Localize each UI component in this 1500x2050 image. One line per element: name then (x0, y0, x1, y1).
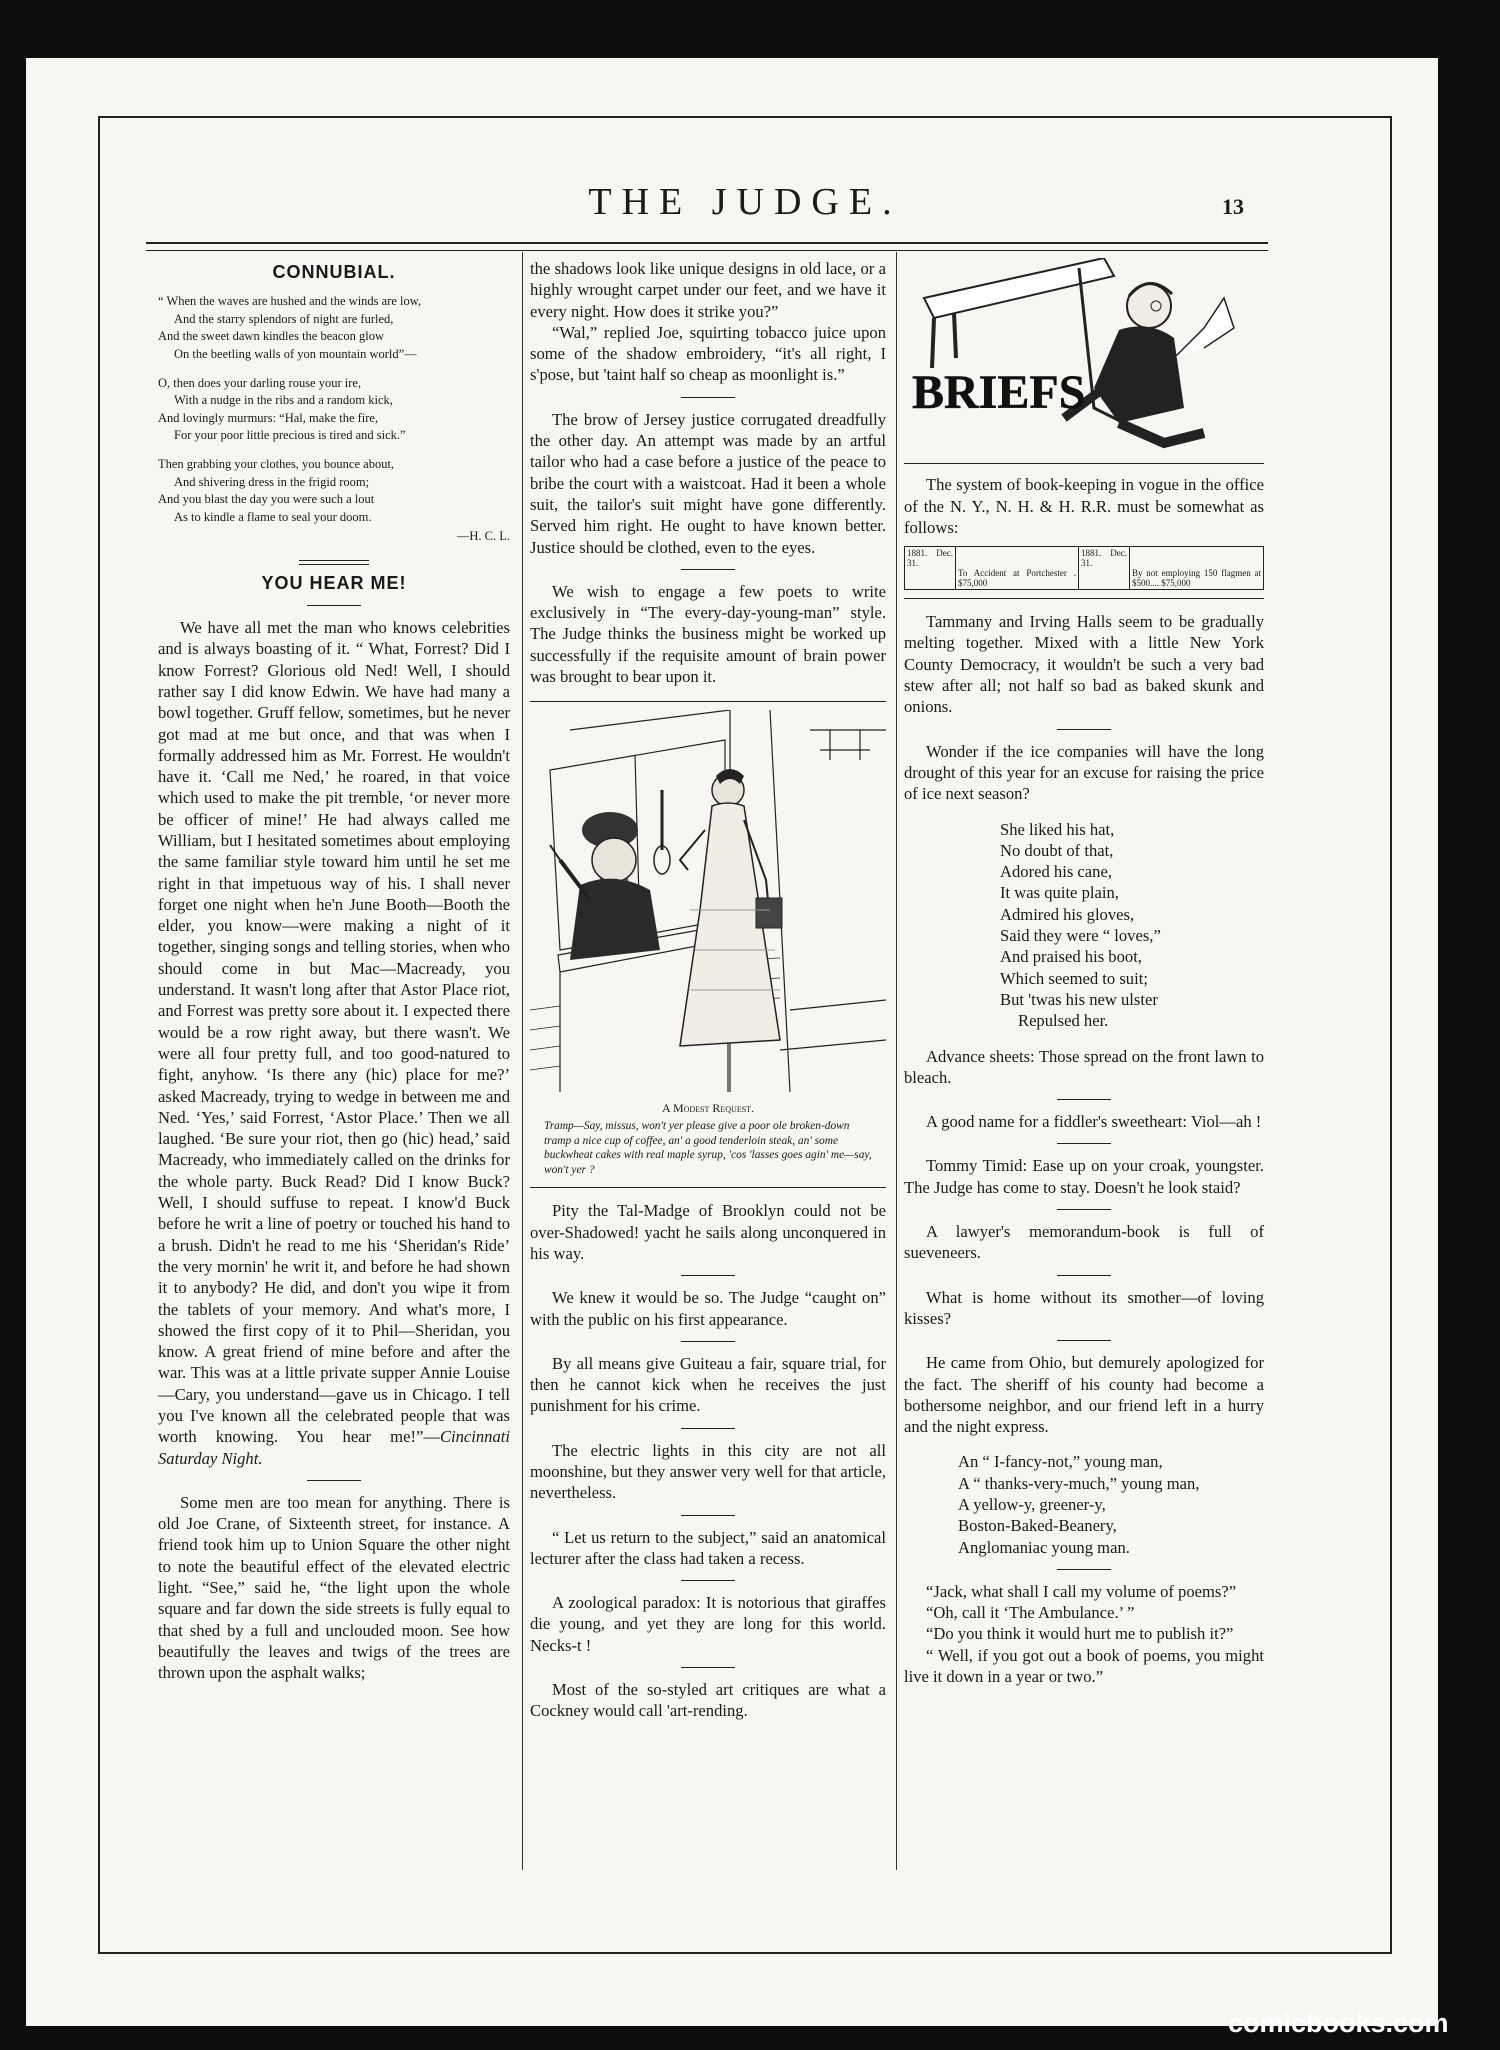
poem-line: And the starry splendors of night are furled, (174, 311, 394, 326)
poem-line: And lovingly murmurs: “Hal, make the fire, (158, 410, 379, 425)
poem-line: An “ I-fancy-not,” young man, (958, 1452, 1163, 1472)
brief-item: By all means give Guiteau a fair, square trial, for then he cannot kick when he receives the just punishment for his crime. (530, 1353, 886, 1416)
jack-dialogue: “Jack, what shall I call my volume of poems?” (926, 1581, 1237, 1601)
section-rule (681, 1667, 735, 1668)
jack-dialogue: “ Well, if you got out a book of poems, you might live it down in a year or two.” (904, 1645, 1264, 1687)
section-rule (681, 1515, 735, 1516)
brief-item: We knew it would be so. The Judge “caught on” with the public on his first appearance. (530, 1288, 886, 1329)
briefs-logo: BRIEFS (912, 366, 1086, 419)
crane-continued: the shadows look like unique designs in old lace, or a highly wrought carpet under our feet, and we have it every night. How does it strike you?” (530, 259, 886, 321)
you-hear-me-story: We have all met the man who knows celebrities and is always boasting of it. “ What, Forrest? Did I know Forrest? Glorious old Ned! Well, I should rather say I did know Edwin. We have had many a bowl together. Gruff fellow, sometimes, but he never got mad at me but once, and that was when I formally addressed him as Mr. Forrest. He wouldn't have it. ‘Call me Ned,’ he roared, in that voice which used to make the pit tremble, ‘or never more be officer of mine!’ He had always called me William, but I hesitated sometimes about employing the same familiar style toward him until he set me right in that impetuous way of his. I shall never forget one night when he'n June Booth—Booth the elder, you know—were making a night of it together, singing songs and telling stories, when who should come in but Mac—Macready, you understand. It wasn't long after that Astor Place riot, and Forrest was pretty sore about it. I expected there would be a row right away, but there wasn't. We were all four pretty full, and too good-natured to fight, anyhow. ‘Is there any (hic) place for me?’ asked Macready, trying to wedge in between me and Ned. ‘Yes,’ said Forrest, ‘Astor Place.’ Then we all laughed. ‘Be sure your riot, then go (hic) head,’ said Macready, who immediately called on the drinks for the whole party. Buck Read? Did I know Buck? Well, I should suffuse to repeat. I know'd Buck before he writ a line of poetry or touched his hand to a brush. Didn't he read to me his ‘Sheridan's Ride’ the very mornin' he writ it, and before he had shown it to anybody? He did, and don't you wipe it from the tablets of your memory. And what's more, I showed the first copy of it to Phil—Sheridan, you know. A great friend of mine before and after the war. This was at a little private supper Annie Louise—Cary, you understand—gave us in Chicago. I tell you I've known all the celebrated people that was worth knowing. You hear me!”— (158, 618, 510, 1447)
header-rule (146, 242, 1268, 251)
poem-line: Then grabbing your clothes, you bounce about, (158, 457, 395, 472)
page-number: 13 (1222, 194, 1244, 219)
crane-ending: “Wal,” replied Joe, squirting tobacco juice upon some of the shadow embroidery, “it's all right, I s'pose, but 'taint half so cheap as moonlight is.” (530, 322, 886, 385)
column-3 (904, 258, 1264, 1687)
column-1 (158, 258, 510, 1684)
advance-item: Advance sheets: Those spread on the front lawn to bleach. (904, 1046, 1264, 1087)
column-divider-1 (522, 252, 523, 1870)
section-rule (1057, 1099, 1111, 1100)
section-rule (307, 1480, 361, 1481)
cartoon-bottom-rule (530, 1187, 886, 1188)
connubial-poem (158, 293, 510, 526)
joe-crane-story: Some men are too mean for anything. There is old Joe Crane, of Sixteenth street, for instance. A friend took him up to Union Square the other night to note the beautiful effect of the elevated electric light. “See,” said he, “the light upon the whole square and far down the side streets is fully equal to that shed by a full and unclouded moon. See how beautifully the leaves and twigs of the trees are thrown upon the asphalt walks; (158, 1492, 510, 1683)
home-item: What is home without its smother—of loving kisses? (904, 1287, 1264, 1328)
poem-line: Said they were “ loves,” (1000, 926, 1161, 946)
poem-line: Which seemed to suit; (1000, 968, 1148, 988)
poets-item: We wish to engage a few poets to write exclusively in “The every-day-young-man” style. The Judge thinks the business might be worked up successfully if the requisite amount of brain power was brought to bear upon it. (530, 581, 886, 687)
brief-item: The electric lights in this city are not all moonshine, but they answer very well for that article, nevertheless. (530, 1440, 886, 1503)
cartoon-caption: Tramp—Say, missus, won't yer please give a poor ole broken-down tramp a nice cup of coffee, an' a good tenderloin steak, an' some buckwheat cakes with real maple syrup, 'cos 'lasses goes agin' me—say, won't yer ? (544, 1119, 872, 1176)
story-source: Cincinnati Saturday Night. (158, 1427, 510, 1468)
jersey-justice-item: The brow of Jersey justice corrugated dreadfully the other day. An attempt was made by an artful tailor who had a case before a justice of the peace to bribe the court with a waistcoat. Had it been a whole suit, the tailor's suit might have gone differently. Served him right. He ought to have known better. Justice should be clothed, even to the eyes. (530, 409, 886, 557)
brief-item: Most of the so-styled art critiques are what a Cockney would call 'art-rending. (530, 1680, 886, 1721)
jack-dialogue: “Do you think it would hurt me to publish it?” (926, 1624, 1234, 1644)
you-hear-me-title: YOU HEAR ME! (261, 572, 407, 593)
poem-line: Admired his gloves, (1000, 904, 1135, 924)
column-divider-2 (896, 252, 897, 1870)
bookkeeping-item: The system of book-keeping in vogue in the office of the N. Y., N. H. & H. R.R. must be somewhat as follows: (904, 475, 1264, 537)
wonder-item: Wonder if the ice companies will have the long drought of this year for an excuse for raising the price of ice next season? (904, 741, 1264, 804)
ledger-credit: By not employing 150 flagmen at $500.... $75,000 (1130, 547, 1264, 590)
connubial-title: CONNUBIAL. (272, 262, 396, 282)
header-bottom-rule (904, 463, 1264, 464)
poem-line: O, then does your darling rouse your ire, (158, 375, 362, 390)
poem-line: It was quite plain, (1000, 883, 1119, 903)
poem-line: Adored his cane, (1000, 862, 1112, 882)
ledger-debit: To Accident at Portchester . $75,000 (956, 547, 1079, 590)
ledger-date: 1881. Dec. 31. (1079, 547, 1130, 590)
ledger-table (904, 546, 1264, 590)
section-rule (681, 1275, 735, 1276)
section-rule (681, 1428, 735, 1429)
tommy-item: Tommy Timid: Ease up on your croak, youngster. The Judge has come to stay. Doesn't he look staid? (904, 1156, 1264, 1197)
ledger-date: 1881. Dec. 31. (905, 547, 956, 590)
section-rule (681, 569, 735, 570)
cartoon-top-rule (530, 701, 886, 702)
lawyer-item: A lawyer's memorandum-book is full of sueveneers. (904, 1222, 1264, 1263)
poem-line: She liked his hat, (1000, 819, 1115, 839)
poem-line: On the beetling walls of yon mountain world”— (174, 347, 417, 362)
masthead-title: THE JUDGE. (588, 181, 902, 223)
poem-line: Boston-Baked-Beanery, (958, 1516, 1117, 1536)
poem-line: And the sweet dawn kindles the beacon glow (158, 329, 384, 344)
poem-line: No doubt of that, (1000, 840, 1114, 860)
brief-item: “ Let us return to the subject,” said an anatomical lecturer after the class had taken a recess. (530, 1527, 886, 1568)
section-rule (299, 560, 369, 565)
section-rule (307, 605, 361, 606)
young-man-poem (904, 1451, 1264, 1557)
ledger-bottom-rule (904, 598, 1264, 599)
jack-dialogue: “Oh, call it ‘The Ambulance.’ ” (926, 1603, 1135, 1623)
poem-line: And shivering dress in the frigid room; (174, 474, 370, 489)
hat-poem (904, 819, 1264, 1032)
section-rule (1057, 729, 1111, 730)
section-rule (681, 1341, 735, 1342)
section-rule (681, 1580, 735, 1581)
poem-line: Repulsed her. (1018, 1011, 1109, 1031)
tammany-item: Tammany and Irving Halls seem to be gradually melting together. Mixed with a little New York County Democracy, it wouldn't be such a very bad stew after all; not half so bad as baked skunk and onions. (904, 612, 1264, 717)
watermark-text: comicbooks.com (1228, 2008, 1449, 2038)
cartoon-title: A Modest Request. (661, 1100, 755, 1115)
section-rule (1057, 1209, 1111, 1210)
section-rule (1057, 1143, 1111, 1144)
column-2 (530, 258, 886, 1722)
poem-line: For your poor little precious is tired and sick.” (174, 428, 406, 443)
poem-line: Anglomaniac young man. (958, 1537, 1130, 1557)
poem-line: And you blast the day you were such a lout (158, 492, 375, 507)
brief-item: A zoological paradox: It is notorious that giraffes die young, and yet they are long for this world. Necks-t ! (530, 1593, 886, 1655)
ohio-item: He came from Ohio, but demurely apologized for the fact. The sheriff of his county had become a bothersome neighbor, and our friend left in a hurry and the night express. (904, 1353, 1264, 1437)
section-rule (681, 397, 735, 398)
poem-line: As to kindle a flame to seal your doom. (174, 509, 372, 524)
section-rule (1057, 1340, 1111, 1341)
poem-line: With a nudge in the ribs and a random kick, (174, 393, 393, 408)
section-rule (1057, 1569, 1111, 1570)
fiddler-item: A good name for a fiddler's sweetheart: Viol—ah ! (926, 1112, 1262, 1132)
section-rule (1057, 1275, 1111, 1276)
brief-item: Pity the Tal-Madge of Brooklyn could not be over-Shadowed! yacht he sails along unconquered in his way. (530, 1201, 886, 1263)
briefs-header-illustration (904, 258, 1264, 459)
poem-line: “ When the waves are hushed and the winds are low, (158, 294, 422, 309)
poem-line: And praised his boot, (1000, 947, 1142, 967)
cartoon-illustration (530, 710, 886, 1097)
poem-line: A yellow-y, greener-y, (958, 1494, 1106, 1514)
poem-signature: —H. C. L. (456, 529, 510, 544)
poem-line: A “ thanks-very-much,” young man, (958, 1473, 1200, 1493)
poem-line: But 'twas his new ulster (1000, 989, 1158, 1009)
